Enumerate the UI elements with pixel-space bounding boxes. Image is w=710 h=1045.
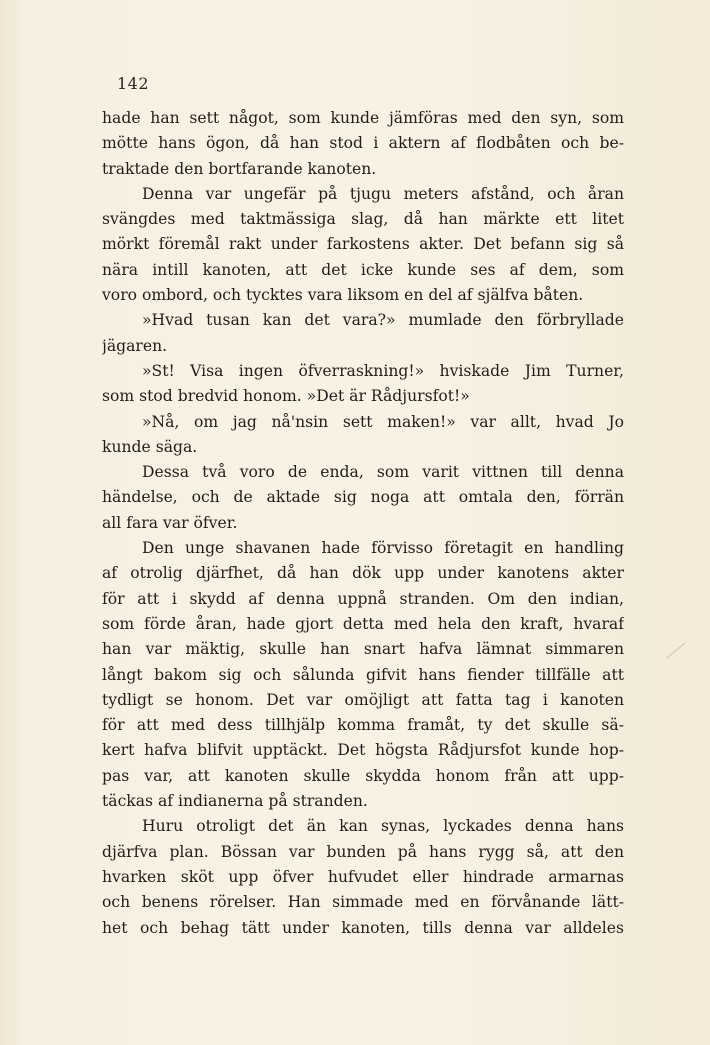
text-line: långt bakom sig och sålunda gifvit hans fiender tillfälle att: [102, 665, 624, 684]
text-line: »Nå, om jag nå'nsin sett maken!» var allt, hvad Jo: [142, 412, 624, 431]
paper-crease-mark: [666, 642, 685, 658]
text-line: kunde säga.: [102, 437, 198, 456]
text-line: jägaren.: [102, 336, 168, 355]
text-line: voro ombord, och tycktes vara liksom en del af själfva båten.: [102, 286, 584, 305]
text-line: het och behag tätt under kanoten, tills denna var alldeles: [102, 918, 624, 937]
text-line: »Hvad tusan kan det vara?» mumlade den förbryllade: [142, 311, 624, 330]
text-line: täckas af indianerna på stranden.: [102, 792, 368, 811]
text-line: hvarken sköt upp öfver hufvudet eller hindrade armarnas: [102, 867, 624, 886]
text-line: svängdes med taktmässiga slag, då han märkte ett litet: [102, 210, 624, 229]
text-line: mötte hans ögon, då han stod i aktern af flodbåten och be-: [102, 134, 624, 153]
text-line: kert hafva blifvit upptäckt. Det högsta Rådjursfot kunde hop-: [102, 741, 624, 760]
text-line: för att i skydd af denna uppnå stranden. Om den indian,: [102, 589, 624, 608]
text-line: pas var, att kanoten skulle skydda honom från att upp-: [102, 766, 624, 785]
text-line: tydligt se honom. Det var omöjligt att fatta tag i kanoten: [102, 690, 624, 709]
text-line: »St! Visa ingen öfverraskning!» hviskade Jim Turner,: [142, 361, 624, 380]
text-line: nära intill kanoten, att det icke kunde ses af dem, som: [102, 260, 624, 279]
text-line: hade han sett något, som kunde jämföras med den syn, som: [102, 109, 624, 127]
text-line: Huru otroligt det än kan synas, lyckades denna hans: [142, 817, 624, 836]
text-line: och benens rörelser. Han simmade med en förvånande lätt-: [102, 893, 624, 912]
text-line: för att med dess tillhjälp komma framåt, ty det skulle sä-: [102, 716, 624, 735]
text-line: all fara var öfver.: [102, 513, 238, 532]
text-line: han var mäktig, skulle han snart hafva lämnat simmaren: [102, 640, 624, 659]
text-line: af otrolig djärfhet, då han dök upp under kanotens akter: [102, 564, 624, 583]
text-line: Denna var ungefär på tjugu meters afstånd, och åran: [142, 184, 624, 203]
body-text: [102, 106, 624, 941]
text-line: traktade den bortfarande kanoten.: [102, 159, 377, 178]
text-line: som stod bredvid honom. »Det är Rådjursfot!»: [102, 387, 470, 406]
text-line: Den unge shavanen hade förvisso företagit en handling: [142, 539, 624, 558]
text-line: djärfva plan. Bössan var bunden på hans rygg så, att den: [102, 842, 624, 861]
text-line: mörkt föremål rakt under farkostens akter. Det befann sig så: [102, 235, 624, 254]
text-line: som förde åran, hade gjort detta med hela den kraft, hvaraf: [102, 614, 624, 633]
page-number: 142: [117, 74, 150, 93]
text-line: Dessa två voro de enda, som varit vittnen till denna: [142, 463, 624, 482]
text-line: händelse, och de aktade sig noga att omtala den, förrän: [102, 488, 624, 507]
